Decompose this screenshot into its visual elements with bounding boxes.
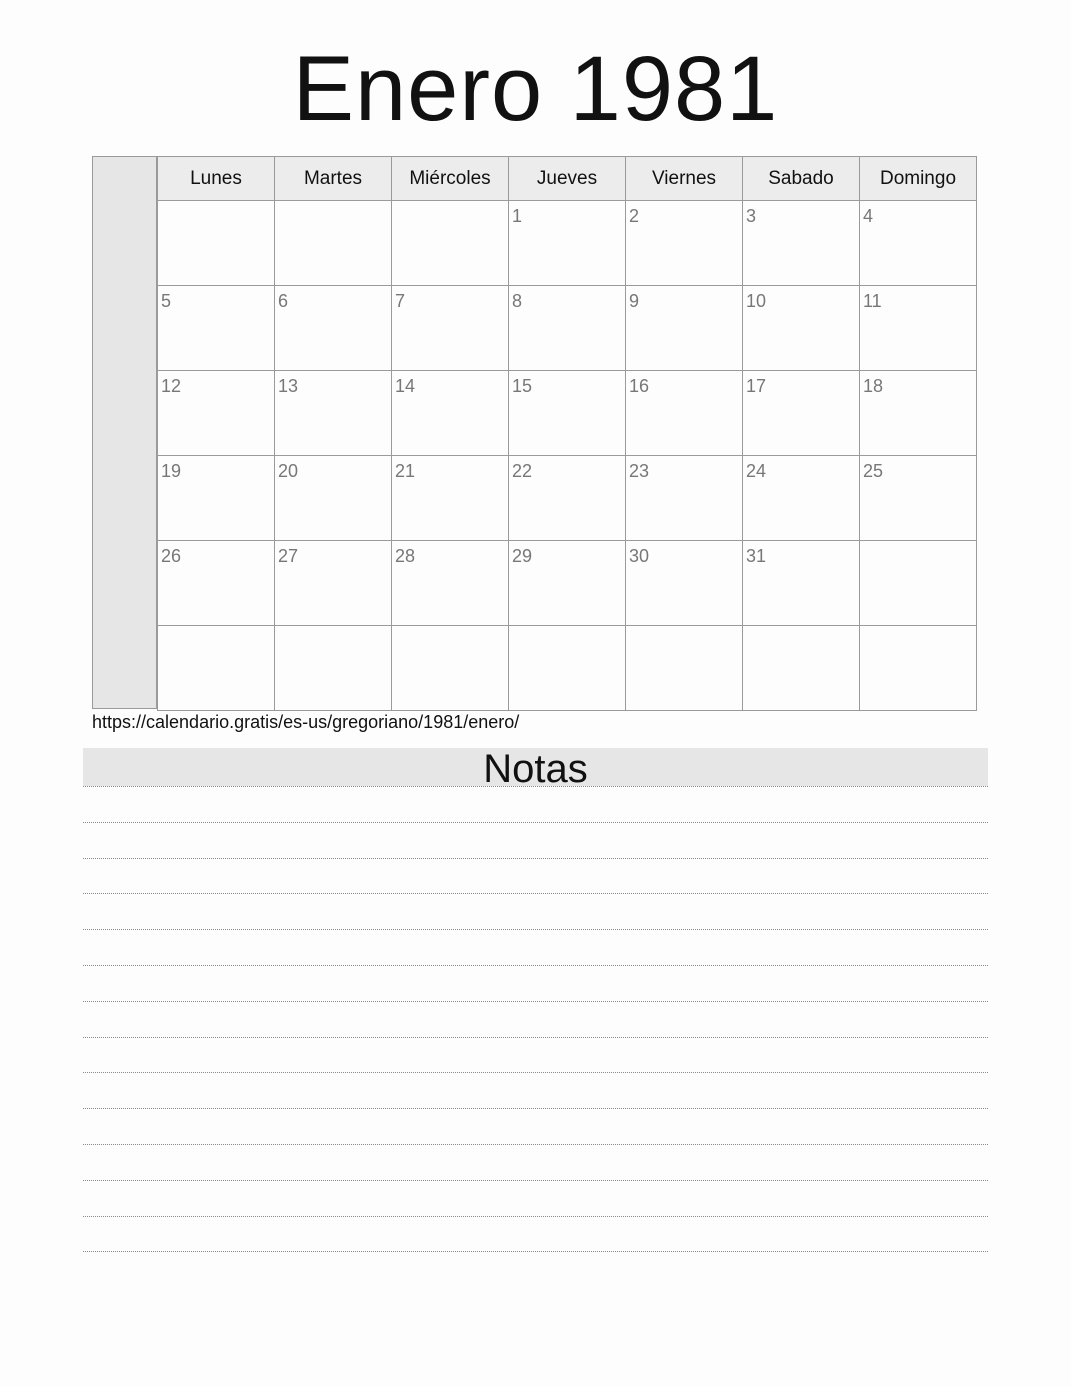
day-number: 8 <box>512 291 523 311</box>
day-cell <box>392 201 509 286</box>
day-number: 14 <box>395 376 416 396</box>
day-cell <box>158 626 275 711</box>
day-number: 3 <box>746 206 757 226</box>
day-number: 16 <box>629 376 650 396</box>
day-cell <box>743 626 860 711</box>
day-cell <box>275 371 392 456</box>
day-cell <box>275 626 392 711</box>
day-number <box>743 626 859 631</box>
day-cell <box>860 541 977 626</box>
day-cell <box>509 201 626 286</box>
day-cell <box>275 541 392 626</box>
day-number: 22 <box>512 461 533 481</box>
note-line <box>83 965 988 1001</box>
weekday-header: Sabado <box>743 157 860 201</box>
day-number <box>626 626 742 631</box>
note-line <box>83 822 988 858</box>
day-number <box>509 626 625 631</box>
day-cell <box>626 541 743 626</box>
source-url[interactable]: https://calendario.gratis/es-us/gregoriano/1981/enero/ <box>92 712 520 732</box>
note-line <box>83 929 988 965</box>
note-line <box>83 893 988 929</box>
day-number: 12 <box>161 376 182 396</box>
note-line <box>83 1072 988 1108</box>
week-row <box>158 541 977 626</box>
week-row <box>158 456 977 541</box>
day-number: 5 <box>161 291 172 311</box>
day-cell <box>860 626 977 711</box>
day-cell <box>392 626 509 711</box>
day-number: 11 <box>863 291 882 311</box>
notes-title: Notas <box>83 748 988 786</box>
day-number: 21 <box>395 461 416 481</box>
day-number: 20 <box>278 461 299 481</box>
day-number: 27 <box>278 546 299 566</box>
day-cell <box>509 541 626 626</box>
day-cell <box>275 286 392 371</box>
note-line <box>83 1001 988 1037</box>
weekday-header: Jueves <box>509 157 626 201</box>
day-number: 18 <box>863 376 884 396</box>
day-cell <box>275 201 392 286</box>
calendar-grid <box>157 156 977 711</box>
note-line <box>83 1216 988 1252</box>
day-number <box>275 626 391 631</box>
note-line <box>83 1037 988 1073</box>
day-number: 15 <box>512 376 533 396</box>
day-number: 7 <box>395 291 406 311</box>
page-title: Enero 1981 <box>292 38 779 140</box>
day-number <box>860 626 976 631</box>
day-number: 1 <box>512 206 523 226</box>
day-number: 26 <box>161 546 182 566</box>
day-number: 13 <box>278 376 299 396</box>
week-row <box>158 286 977 371</box>
day-cell <box>626 456 743 541</box>
day-cell <box>743 541 860 626</box>
day-cell <box>743 371 860 456</box>
note-line <box>83 1144 988 1180</box>
day-cell <box>626 201 743 286</box>
weekday-header: Domingo <box>860 157 977 201</box>
day-cell <box>158 201 275 286</box>
weekday-header: Martes <box>275 157 392 201</box>
day-cell <box>743 201 860 286</box>
note-line <box>83 1180 988 1216</box>
weekday-header: Miércoles <box>392 157 509 201</box>
day-number: 6 <box>278 291 289 311</box>
day-number <box>392 201 508 206</box>
day-number <box>275 201 391 206</box>
day-number: 23 <box>629 461 650 481</box>
day-cell <box>158 286 275 371</box>
week-row <box>158 201 977 286</box>
day-cell <box>158 541 275 626</box>
day-number: 9 <box>629 291 640 311</box>
day-cell <box>860 201 977 286</box>
day-cell <box>626 286 743 371</box>
day-number: 29 <box>512 546 533 566</box>
day-number: 10 <box>746 291 767 311</box>
day-cell <box>392 371 509 456</box>
day-cell <box>158 371 275 456</box>
day-cell <box>626 371 743 456</box>
day-number: 30 <box>629 546 650 566</box>
note-line <box>83 786 988 822</box>
weekday-header: Lunes <box>158 157 275 201</box>
day-number: 28 <box>395 546 416 566</box>
day-cell <box>509 286 626 371</box>
day-number <box>158 626 274 631</box>
note-line <box>83 1251 988 1252</box>
day-number: 25 <box>863 461 884 481</box>
weekday-header: Viernes <box>626 157 743 201</box>
day-cell <box>158 456 275 541</box>
week-row <box>158 371 977 456</box>
day-number: 4 <box>863 206 874 226</box>
weekday-header-row <box>158 157 977 201</box>
day-cell <box>392 456 509 541</box>
notes-lines <box>83 786 988 1252</box>
day-cell <box>860 456 977 541</box>
day-cell <box>392 541 509 626</box>
day-number <box>158 201 274 206</box>
day-cell <box>743 456 860 541</box>
day-cell <box>626 626 743 711</box>
week-number-column <box>92 156 157 709</box>
day-cell <box>509 371 626 456</box>
day-number <box>392 626 508 631</box>
note-line <box>83 858 988 894</box>
day-cell <box>860 371 977 456</box>
day-number <box>860 541 976 546</box>
day-cell <box>275 456 392 541</box>
day-cell <box>392 286 509 371</box>
day-cell <box>743 286 860 371</box>
week-row <box>158 626 977 711</box>
day-cell <box>509 626 626 711</box>
day-cell <box>509 456 626 541</box>
day-number: 24 <box>746 461 767 481</box>
note-line <box>83 1108 988 1144</box>
day-number: 31 <box>746 546 767 566</box>
day-cell <box>860 286 977 371</box>
day-number: 19 <box>161 461 182 481</box>
day-number: 2 <box>629 206 640 226</box>
day-number: 17 <box>746 376 767 396</box>
